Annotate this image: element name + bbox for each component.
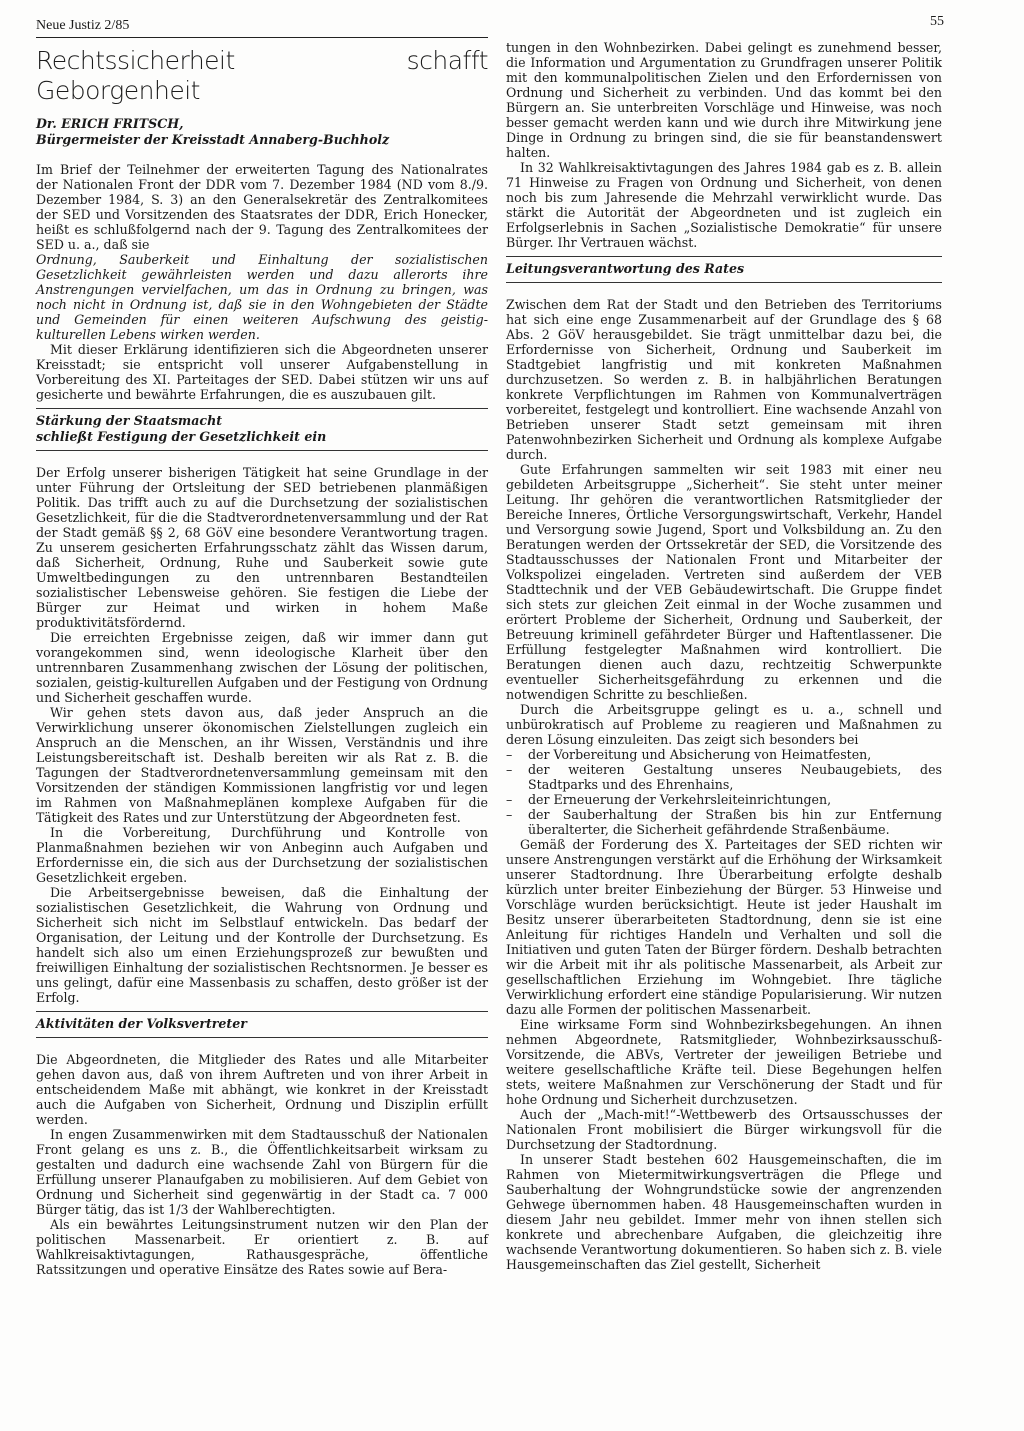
section-heading-line-2: schließt Festigung der Gesetzlichkeit ein [36, 429, 327, 444]
paragraph: Wir gehen stets davon aus, daß jeder Anspruch an die Verwirklichung unserer ökonomischen Zielstellungen zugleich ein Anspruch an die Menschen, an ihr Wissen, Verständnis und ihre Leistungsbereitschaft ist. Deshalb bereiten wir als Rat z. B. die Tagungen der Stadtverordnetenversammlung gemeinsam mit den Vorsitzenden der ständigen Kommissionen langfristig vor und legen im Rahmen von Maßnahmeplänen komplexe Aufgaben für die Tätigkeit des Rates und zur Unterstützung der Abgeordneten fest. [36, 705, 488, 825]
section-heading-staatsmacht [36, 408, 488, 451]
paragraph: Eine wirksame Form sind Wohnbezirksbegehungen. An ihnen nehmen Abgeordnete, Ratsmitglieder, Wohnbezirksausschuß-Vorsitzende, die ABVs, Vertreter der jeweiligen Betriebe und weitere gesellschaftliche Kräfte teil. Diese Begehungen helfen stets, weitere Maßnahmen zur Verschönerung der Stadt und für hohe Ordnung und Sicherheit durchzusetzen. [506, 1017, 942, 1107]
section-heading-volksvertreter [36, 1011, 488, 1038]
article-title: Rechtssicherheit schafft Geborgenheit [36, 46, 488, 105]
paragraph: Die erreichten Ergebnisse zeigen, daß wir immer dann gut vorangekommen sind, wenn ideologische Klarheit über den untrennbaren Zusammenhang zwischen der Lösung der politischen, sozialen, geistig-kulturellen Aufgaben und der Festigung von Ordnung und Sicherheit geschaffen wurde. [36, 630, 488, 705]
running-header [36, 14, 944, 36]
dash-list [506, 747, 942, 837]
left-column [36, 44, 488, 1277]
page-number: 55 [930, 14, 944, 29]
paragraph: Auch der „Mach-mit!“-Wettbewerb des Ortsausschusses der Nationalen Front mobilisiert die Bürger wirkungsvoll für die Durchsetzung der Stadtordnung. [506, 1107, 942, 1152]
quoted-passage: Ordnung, Sauberkeit und Einhaltung der sozialistischen Gesetzlichkeit gewährleisten werden und dazu allerorts ihre Anstrengungen vervielfachen, um das in Ordnung zu bringen, was noch nicht in Ordnung ist, daß sie in den Wohngebieten der Städte und Gemeinden für einen weiteren Aufschwung des geistig-kulturellen Lebens wirken werden. [36, 252, 488, 342]
paragraph: Gute Erfahrungen sammelten wir seit 1983 mit einer neu gebildeten Arbeitsgruppe „Sicherheit“. Sie steht unter meiner Leitung. Ihr gehören die verantwortlichen Ratsmitglieder der Bereiche Inneres, Örtliche Versorgungswirtschaft, Verkehr, Handel und Versorgung sowie Jugend, Sport und Volksbildung an. Zu den Beratungen werden der Ortssekretär der SED, die Vorsitzende des Stadtausschusses der Nationalen Front und Mitarbeiter der Volkspolizei eingeladen. Vertreten sind außerdem der VEB Stadttechnik und der VEB Gebäudewirtschaft. Die Gruppe findet sich stets zur gleichen Zeit einmal in der Woche zusammen und erörtert Probleme der Sicherheit, Ordnung und Sauberkeit, der Betreuung kriminell gefährdeter Bürger und Haftentlassener. Die Erfüllung festgelegter Maßnahmen wird kontrolliert. Die Beratungen dienen auch dazu, rechtzeitig Schwerpunkte eventueller Sicherheitsgefährdung zu erkennen und die notwendigen Schritte zu beschließen. [506, 462, 942, 702]
paragraph: Zwischen dem Rat der Stadt und den Betrieben des Territoriums hat sich eine enge Zusammenarbeit auf der Grundlage des § 68 Abs. 2 GöV herausgebildet. Sie trägt unmittelbar dazu bei, die Erfordernisse von Sicherheit, Ordnung und Sauberkeit im Stadtgebiet langfristig und mit konkreten Maßnahmen durchzusetzen. So werden z. B. in halbjährlichen Beratungen konkrete Verpflichtungen im Rahmen von Kommunalverträgen vorbereitet, festgelegt und kontrolliert. Eine wachsende Anzahl von Betrieben unserer Stadt setzt gemeinsam mit ihren Patenwohnbezirken Sicherheit und Ordnung als komplexe Aufgabe durch. [506, 297, 942, 462]
paragraph: Gemäß der Forderung des X. Parteitages der SED richten wir unsere Anstrengungen verstärkt auf die Erhöhung der Wirksamkeit unserer Stadtordnung. Ihre Überarbeitung erfolgte deshalb kürzlich unter breiter Einbeziehung der Bürger. 53 Hinweise und Vorschläge wurden berücksichtigt. Heute ist jeder Haushalt im Besitz unserer überarbeiteten Stadtordnung, denn sie ist eine Anleitung für richtiges Handeln und Verhalten und soll die Initiativen und guten Taten der Bürger fördern. Deshalb betrachten wir die Arbeit mit ihr als politische Massenarbeit, als Arbeit zur gesellschaftlichen Erziehung im Wohngebiet. Ihre tägliche Verwirklichung erfordert eine ständige Popularisierung. Wir nutzen dazu alle Formen der politischen Massenarbeit. [506, 837, 942, 1017]
paragraph: In 32 Wahlkreisaktivtagungen des Jahres 1984 gab es z. B. allein 71 Hinweise zu Fragen von Ordnung und Sicherheit, von denen noch bis zum Jahresende die Mehrzahl verwirklicht wurde. Das stärkt die Autorität der Abgeordneten und ist zugleich ein Erfolgserlebnis in Sachen „Sozialistische Demokratie“ für unsere Bürger. Ihr Vertrauen wächst. [506, 160, 942, 250]
paragraph: In die Vorbereitung, Durchführung und Kontrolle von Planmaßnahmen beziehen wir von Anbeginn auch Aufgaben und Erfordernisse ein, die sich aus der Durchsetzung der sozialistischen Gesetzlichkeit ergeben. [36, 825, 488, 885]
right-column [506, 40, 942, 1272]
paragraph: Die Abgeordneten, die Mitglieder des Rates und alle Mitarbeiter gehen davon aus, daß von ihrem Auftreten und von ihrer Arbeit in entscheidendem Maße mit abhängt, wie konkret in der Kreisstadt auch die Aufgaben von Sicherheit, Ordnung und Disziplin erfüllt werden. [36, 1052, 488, 1127]
list-item: – der Erneuerung der Verkehrsleiteinrichtungen, [506, 792, 942, 807]
list-item: – der weiteren Gestaltung unseres Neubaugebiets, des Stadtparks und des Ehrenhains, [506, 762, 942, 792]
section-heading-line-1: Stärkung der Staatsmacht [36, 413, 223, 428]
list-item: – der Vorbereitung und Absicherung von Heimatfesten, [506, 747, 942, 762]
paragraph: In engen Zusammenwirken mit dem Stadtausschuß der Nationalen Front gelang es uns z. B., die Öffentlichkeitsarbeit wirksam zu gestalten und dadurch eine wachsende Zahl von Bürgern für die Erfüllung unserer Planaufgaben zu mobilisieren. Auf dem Gebiet von Ordnung und Sicherheit sind gegenwärtig in der Stadt ca. 7 000 Bürger tätig, das ist 1/3 der Wahlberechtigten. [36, 1127, 488, 1217]
paragraph: tungen in den Wohnbezirken. Dabei gelingt es zunehmend besser, die Information und Argumentation zu Grundfragen unserer Politik mit den kommunalpolitischen Zielen und den Erfordernissen von Ordnung und Sicherheit zu verbinden. Und das kommt bei den Bürgern an. Sie unterbreiten Vorschläge und Hinweise, was noch besser gemacht werden kann und wie durch ihre Mitwirkung jene Dinge in Ordnung zu bringen sind, die sie für beanstandenswert halten. [506, 40, 942, 160]
list-item: – der Sauberhaltung der Straßen bis hin zur Entfernung überalterter, die Sicherheit gefährdende Straßenbäume. [506, 807, 942, 837]
journal-issue: Neue Justiz 2/85 [36, 18, 130, 33]
author-name: Dr. ERICH FRITSCH, [36, 116, 184, 131]
section-heading-line-1: Leitungsverantwortung des Rates [506, 261, 745, 276]
paragraph: Als ein bewährtes Leitungsinstrument nutzen wir den Plan der politischen Massenarbeit. Er orientiert z. B. auf Wahlkreisaktivtagungen, Rathausgespräche, öffentliche Ratssitzungen und operative Einsätze des Rates sowie auf Bera- [36, 1217, 488, 1277]
author-block [36, 116, 488, 148]
section-heading-line-1: Aktivitäten der Volksvertreter [36, 1016, 247, 1031]
paragraph: Durch die Arbeitsgruppe gelingt es u. a., schnell und unbürokratisch auf Probleme zu reagieren und Maßnahmen zu deren Lösung einzuleiten. Das zeigt sich besonders bei [506, 702, 942, 747]
paragraph: Der Erfolg unserer bisherigen Tätigkeit hat seine Grundlage in der unter Führung der Ortsleitung der SED betriebenen planmäßigen Politik. Das trifft auch zu auf die Durchsetzung der sozialistischen Gesetzlichkeit, für die die Stadtverordnetenversammlung und der Rat der Stadt gemäß §§ 2, 68 GöV eine besondere Verantwortung tragen. Zu unserem gesicherten Erfahrungsschatz zählt das Wissen darum, daß Sicherheit, Ordnung, Ruhe und Sauberkeit sowie gute Umweltbedingungen zu den untrennbaren Bestandteilen sozialistischer Lebensweise gehören. Sie festigen die Liebe der Bürger zur Heimat und wirken in hohem Maße produktivitätsfördernd. [36, 465, 488, 630]
author-role: Bürgermeister der Kreisstadt Annaberg-Buchholz [36, 132, 390, 147]
intro-paragraph: Im Brief der Teilnehmer der erweiterten Tagung des Nationalrates der Nationalen Front der DDR vom 7. Dezember 1984 (ND vom 8./9. Dezember 1984, S. 3) an den Generalsekretär des Zentralkomitees der SED und Vorsitzenden des Staatsrates der DDR, Erich Honecker, heißt es schlußfolgernd nach der 9. Tagung des Zentralkomitees der SED u. a., daß sie [36, 162, 488, 252]
paragraph: In unserer Stadt bestehen 602 Hausgemeinschaften, die im Rahmen von Mietermitwirkungsverträgen die Pflege und Sauberhaltung der Wohngrundstücke sowie der angrenzenden Gehwege übernommen haben. 48 Hausgemeinschaften wurden in diesem Jahr neu gebildet. Immer mehr von ihnen stellen sich konkrete und abrechenbare Aufgaben, die gleichzeitig ihre wachsende Verantwortung dokumentieren. So haben sich z. B. viele Hausgemeinschaften das Ziel gestellt, Sicherheit [506, 1152, 942, 1272]
header-rule [36, 37, 488, 38]
section-heading-leitungsverantwortung [506, 256, 942, 283]
paragraph: Die Arbeitsergebnisse beweisen, daß die Einhaltung der sozialistischen Gesetzlichkeit, die Wahrung von Ordnung und Sicherheit sich nicht im Selbstlauf entwickeln. Das bedarf der Organisation, der Leitung und der Kontrolle der Durchsetzung. Es handelt sich also um einen Erziehungsprozeß zur bewußten und freiwilligen Einhaltung der sozialistischen Rechtsnormen. Je besser es uns gelingt, dafür eine Massenbasis zu schaffen, desto größer ist der Erfolg. [36, 885, 488, 1005]
intro-paragraph-2: Mit dieser Erklärung identifizieren sich die Abgeordneten unserer Kreisstadt; sie entspricht voll unserer Aufgabenstellung in Vorbereitung des XI. Parteitages der SED. Dabei stützen wir uns auf gesicherte und bewährte Erfahrungen, die es auszubauen gilt. [36, 342, 488, 402]
